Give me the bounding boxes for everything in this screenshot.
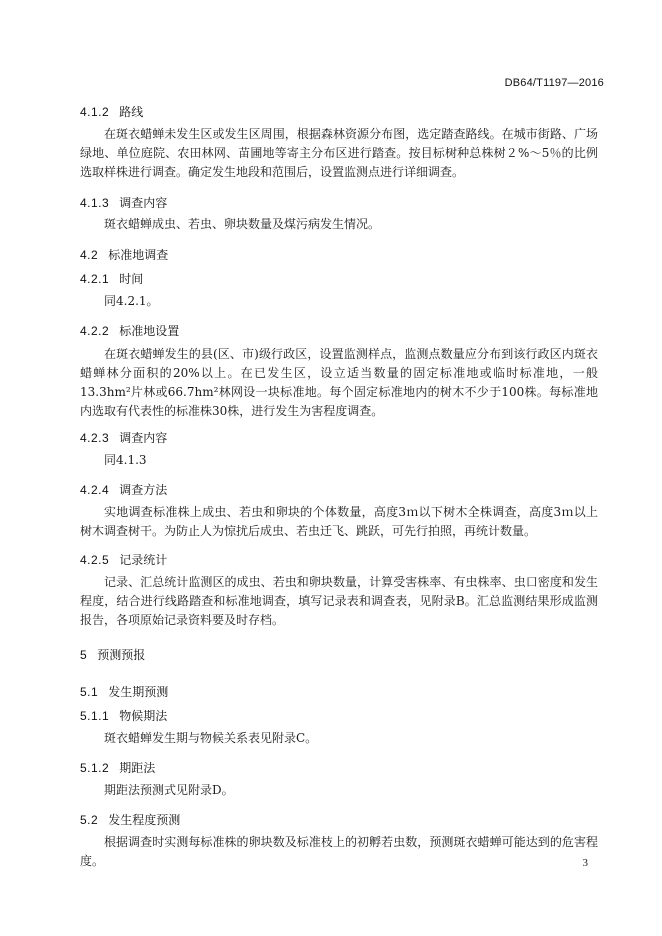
- section-title: 物候期法: [119, 709, 168, 723]
- section-title: 调查内容: [119, 431, 168, 445]
- section-title: 标准地设置: [119, 324, 180, 338]
- section-number: 5.1: [80, 685, 99, 699]
- section-number: 4.2.1: [80, 272, 110, 286]
- section-title: 记录统计: [119, 553, 168, 567]
- section-title: 调查方法: [119, 483, 168, 497]
- section-heading-5-1-1: [80, 707, 167, 724]
- section-heading-4-1-2: [80, 103, 143, 120]
- paragraph-5-2: 根据调查时实测每标准株的卵块数及标准枝上的初孵若虫数，预测斑衣蜡蝉可能达到的危害程度。: [80, 835, 598, 868]
- document-id: DB64/T1197—2016: [504, 77, 604, 89]
- section-heading-4-2: [80, 246, 168, 263]
- section-heading-5-2: [80, 811, 180, 828]
- section-number: 4.1.3: [80, 196, 110, 210]
- section-number: 4.2.4: [80, 483, 110, 497]
- section-heading-4-1-3: [80, 194, 167, 211]
- section-heading-4-2-5: [80, 551, 167, 568]
- section-title: 期距法: [119, 761, 156, 775]
- section-number: 5.1.2: [80, 761, 110, 775]
- paragraph-4-2-3: 同4.1.3: [104, 453, 147, 467]
- paragraph-4-2-4: 实地调查标准株上成虫、若虫和卵块的个体数量，高度3ｍ以下树木全株调查，高度3ｍ以上树木调查树干。为防止人为惊扰后成虫、若虫迁飞、跳跃，可先行拍照，再统计数量。: [80, 505, 598, 538]
- paragraph-4-1-2: 在斑衣蜡蝉未发生区或发生区周围，根据森林资源分布图，选定踏查路线。在城市街路、广场绿地、单位庭院、农田林网、苗圃地等寄主分布区进行踏查。按目标树种总株树２%～5％的比例选取样株进行调查。确定发生地段和范围后，设置监测点进行详细调查。: [80, 127, 598, 179]
- section-title: 标准地调查: [108, 248, 169, 262]
- section-title: 发生程度预测: [108, 813, 181, 827]
- section-heading-5-1: [80, 683, 168, 700]
- paragraph-4-2-5: 记录、汇总统计监测区的成虫、若虫和卵块数量，计算受害株率、有虫株率、虫口密度和发生程度，结合进行线路踏查和标准地调查，填写记录表和调查表，见附录B。汇总监测结果形成监测报告，各项原始记录资料要及时存档。: [80, 575, 598, 627]
- paragraph-4-2-1: 同4.2.1。: [104, 294, 159, 308]
- section-heading-4-2-4: [80, 481, 167, 498]
- section-number: 5: [80, 648, 88, 662]
- paragraph-4-2-2: 在斑衣蜡蝉发生的县(区、市)级行政区，设置监测样点，监测点数量应分布到该行政区内斑衣蜡蝉林分面积的20%以上。在已发生区，设立适当数量的固定标准地或临时标准地，一般13.3hm²片林或66.7hm²林网设一块标准地。每个固定标准地内的树木不少于100株。每标准地内选取有代表性的标准株30株，进行发生为害程度调查。: [80, 347, 598, 418]
- section-heading-5: [80, 646, 145, 663]
- section-heading-4-2-1: [80, 270, 143, 287]
- section-title: 预测预报: [97, 648, 146, 662]
- paragraph-5-1-1: 斑衣蜡蝉发生期与物候关系表见附录C。: [104, 731, 318, 745]
- section-title: 路线: [119, 105, 144, 119]
- section-number: 4.2.5: [80, 553, 110, 567]
- section-number: 4.2: [80, 248, 99, 262]
- section-number: 4.2.3: [80, 431, 110, 445]
- section-heading-4-2-3: [80, 429, 167, 446]
- paragraph-4-1-3: 斑衣蜡蝉成虫、若虫、卵块数量及煤污病发生情况。: [104, 217, 381, 231]
- paragraph-5-1-2: 期距法预测式见附录D。: [104, 783, 234, 797]
- section-title: 时间: [119, 272, 144, 286]
- section-heading-5-1-2: [80, 759, 155, 776]
- section-heading-4-2-2: [80, 322, 179, 339]
- section-title: 调查内容: [119, 196, 168, 210]
- section-title: 发生期预测: [108, 685, 169, 699]
- section-number: 5.1.1: [80, 709, 110, 723]
- section-number: 4.1.2: [80, 105, 110, 119]
- section-number: 5.2: [80, 813, 99, 827]
- section-number: 4.2.2: [80, 324, 110, 338]
- page-number: 3: [582, 857, 588, 869]
